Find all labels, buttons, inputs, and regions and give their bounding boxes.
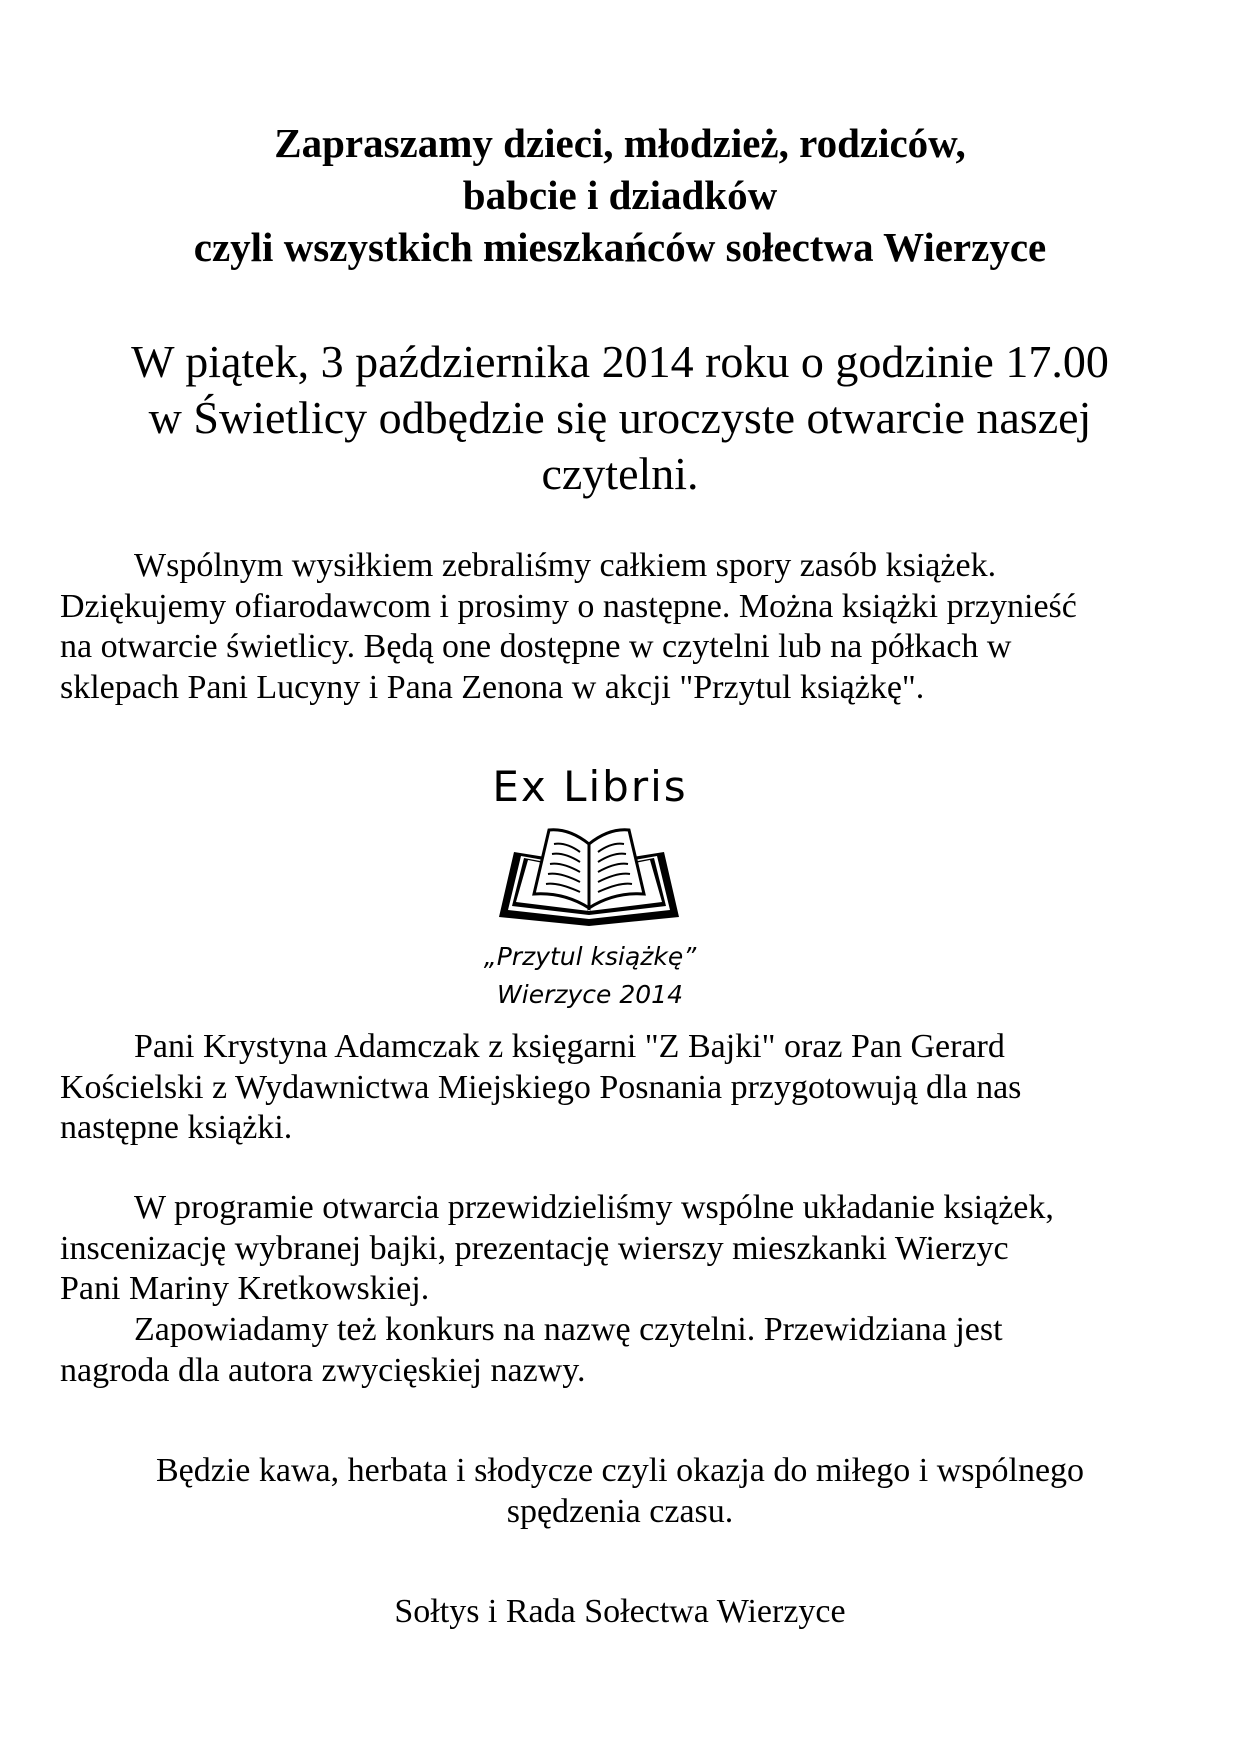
paragraph1-line-1: Wspólnym wysiłkiem zebraliśmy całkiem spory zasób książek. (134, 547, 997, 584)
paragraph3-line-2: inscenizację wybranej bajki, prezentację wierszy mieszkanki Wierzyc (60, 1229, 1009, 1267)
open-book-icon (494, 822, 684, 932)
paragraph-contest (60, 1310, 1180, 1391)
closing-line-1: Będzie kawa, herbata i słodycze czyli okazja do miłego i wspólnego (155, 1452, 1085, 1489)
heading-line-2: babcie i dziadków (462, 172, 778, 218)
paragraph-publishers (60, 1027, 1180, 1149)
paragraph2-line-2: Kościelski z Wydawnictwa Miejskiego Posnania przygotowują dla nas (60, 1068, 1022, 1106)
signature: Sołtys i Rada Sołectwa Wierzyce (394, 1593, 846, 1630)
event-line-1: W piątek, 3 października 2014 roku o godzinie 17.00 (131, 336, 1109, 387)
paragraph4-line-2: nagroda dla autora zwycięskiej nazwy. (60, 1351, 586, 1389)
paragraph2-line-1: Pani Krystyna Adamczak z księgarni "Z Bajki" oraz Pan Gerard (134, 1028, 1005, 1065)
closing-text (60, 1450, 1180, 1532)
logo-motto: „Przytul książkę” (483, 942, 697, 971)
event-line-3: czytelni. (541, 448, 699, 499)
paragraph3-line-1: W programie otwarcia przewidzieliśmy wspólne układanie książek, (134, 1189, 1054, 1226)
paragraph3-line-3: Pani Mariny Kretkowskiej. (60, 1270, 430, 1307)
paragraph-program (60, 1188, 1180, 1310)
logo-place-year: Wierzyce 2014 (497, 980, 683, 1009)
event-announcement (60, 334, 1180, 502)
logo-title: Ex Libris (492, 762, 688, 811)
paragraph2-line-3: następne książki. (60, 1109, 293, 1146)
ex-libris-logo (440, 762, 780, 1022)
paragraph4-line-1: Zapowiadamy też konkurs na nazwę czytelni. Przewidziana jest (134, 1311, 1003, 1348)
paragraph-books-collection (60, 546, 1180, 708)
event-line-2: w Świetlicy odbędzie się uroczyste otwarcie naszej (148, 392, 1092, 443)
paragraph1-line-4: sklepach Pani Lucyny i Pana Zenona w akcji "Przytul książkę". (60, 668, 925, 706)
closing-line-2: spędzenia czasu. (506, 1493, 734, 1530)
paragraph1-line-3: na otwarcie świetlicy. Będą one dostępne w czytelni lub na półkach w (60, 628, 1012, 665)
paragraph1-line-2: Dziękujemy ofiarodawcom i prosimy o następne. Można książki przynieść (60, 587, 1077, 625)
heading-line-3: czyli wszystkich mieszkańców sołectwa Wierzyce (193, 224, 1047, 270)
heading-line-1: Zapraszamy dzieci, młodzież, rodziców, (274, 120, 966, 166)
invitation-heading (60, 117, 1180, 273)
